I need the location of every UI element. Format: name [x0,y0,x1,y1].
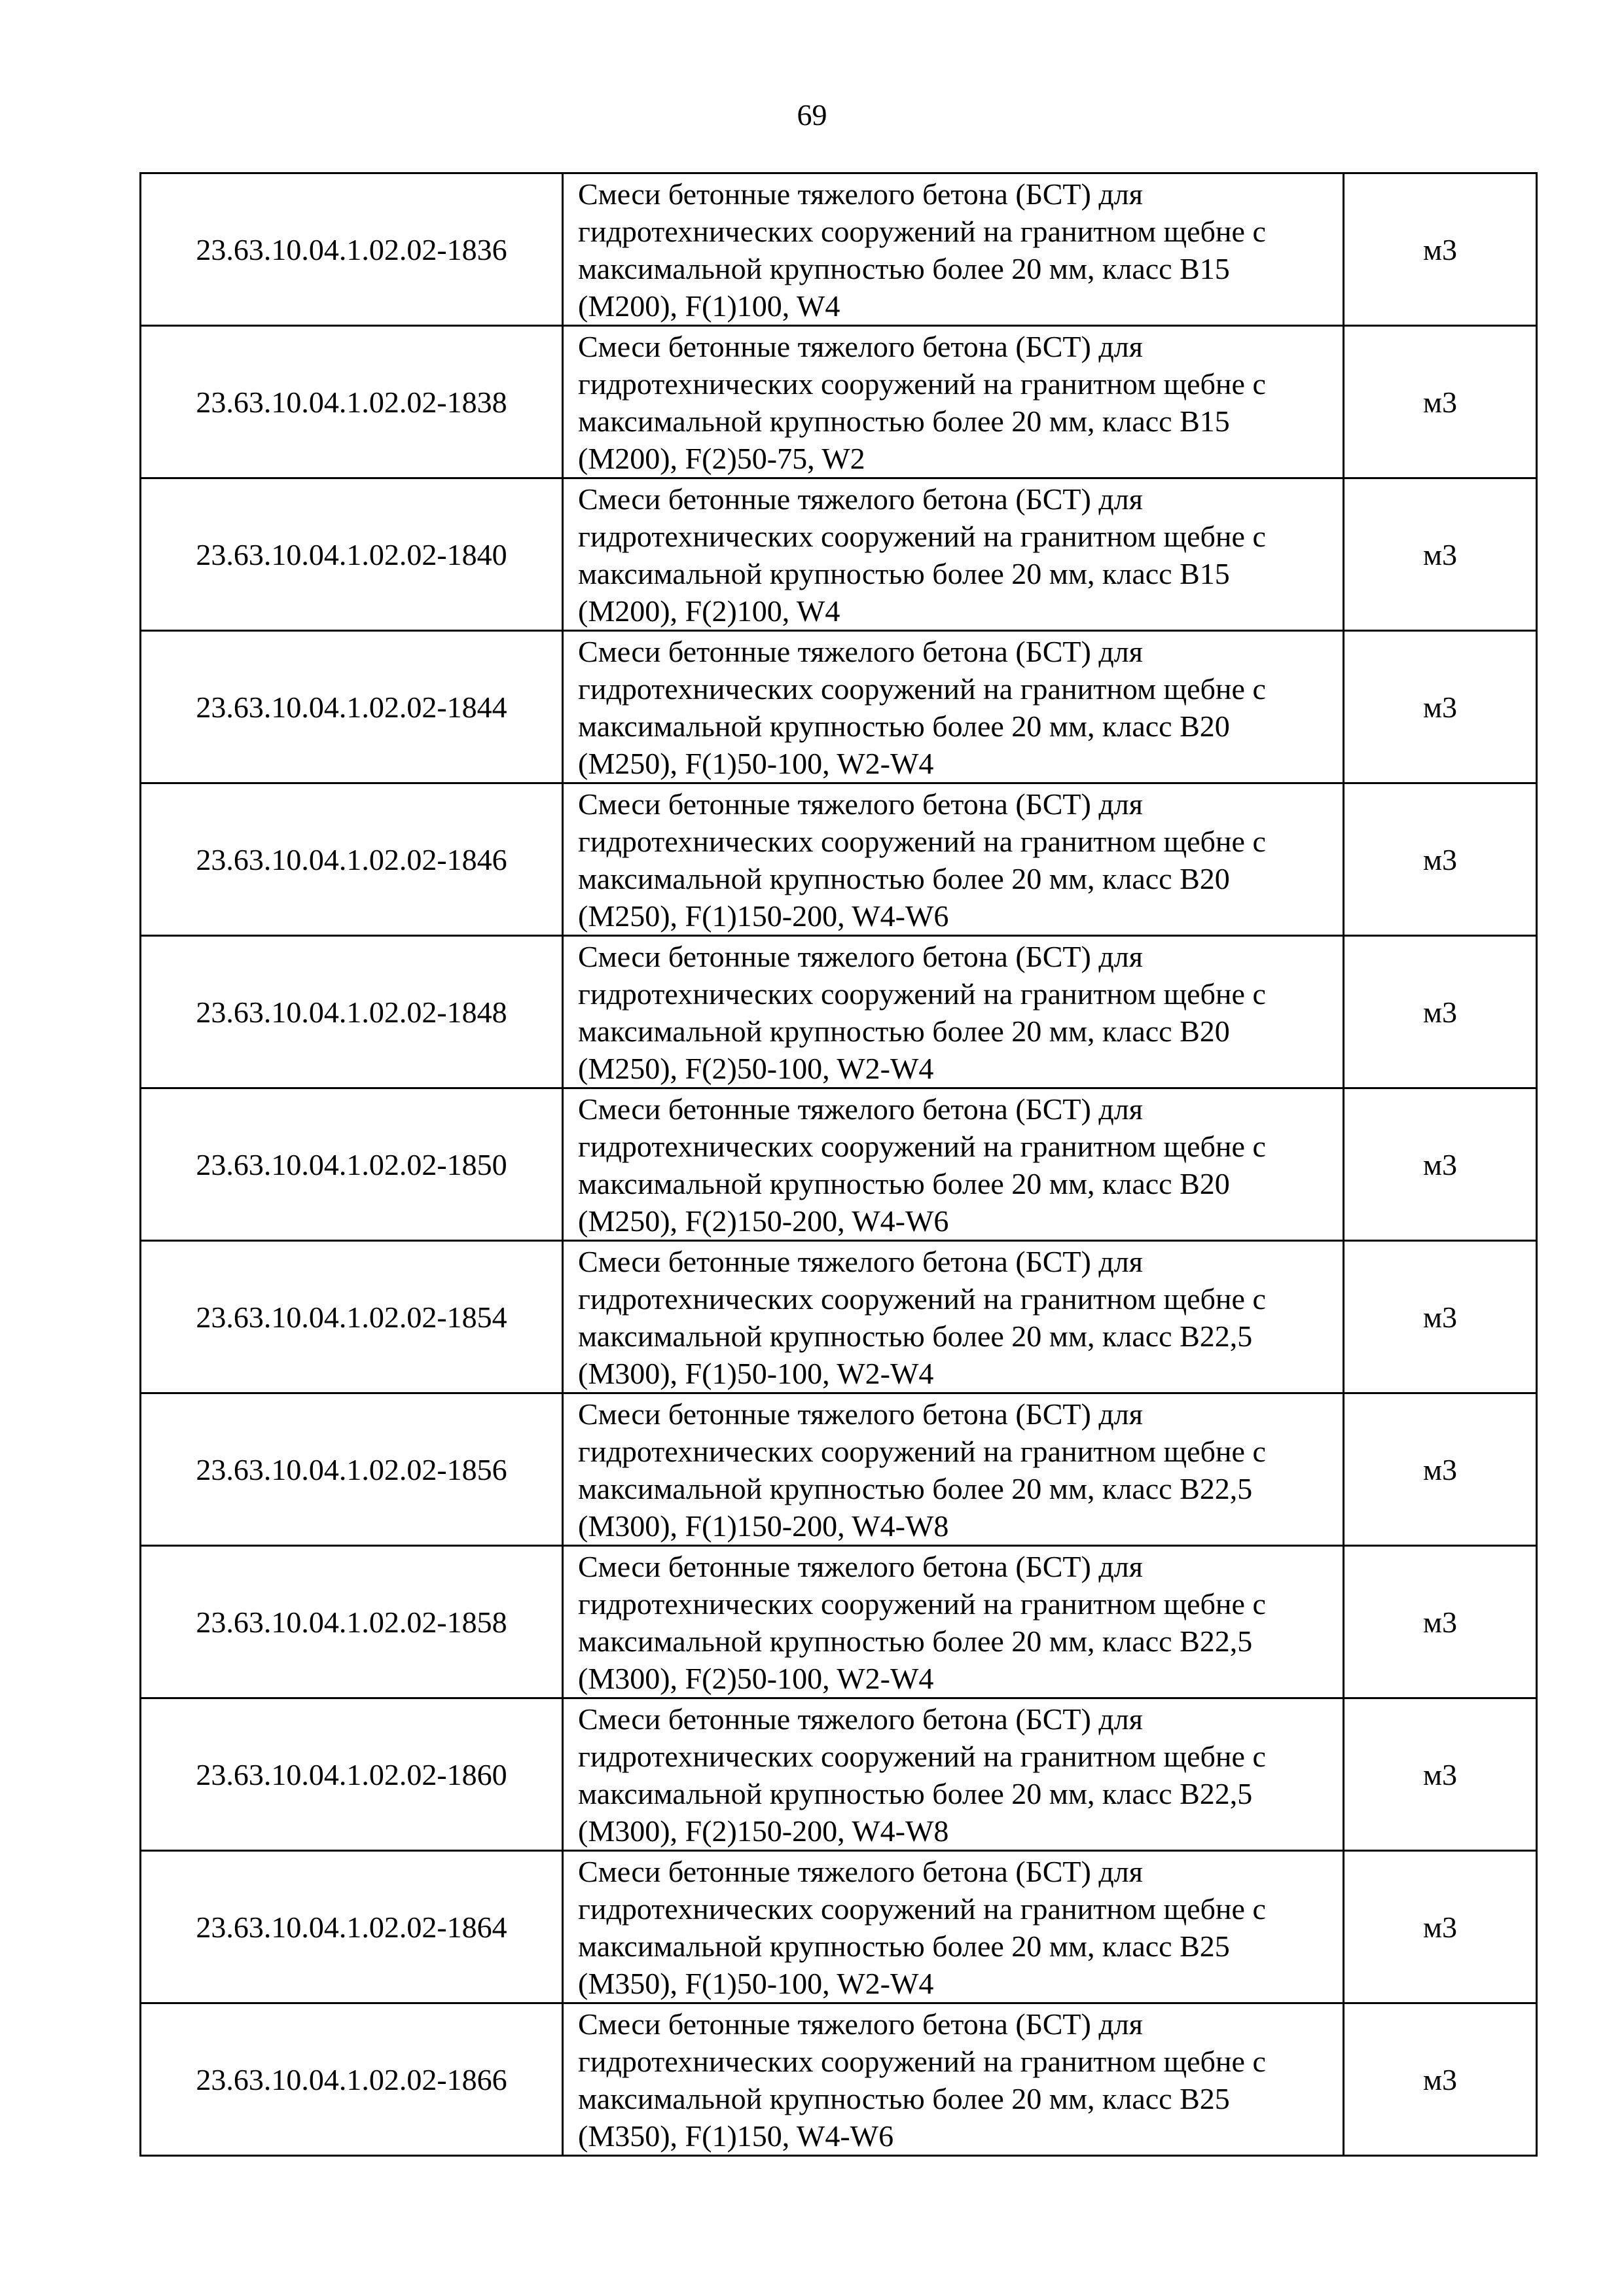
description-line: максимальной крупностью более 20 мм, класс В25 [578,2082,1230,2115]
description-line: максимальной крупностью более 20 мм, класс В15 [578,404,1230,438]
resource-description [563,783,1344,936]
description-line: максимальной крупностью более 20 мм, класс В15 [578,252,1230,285]
description-line: (М300), F(2)50-100, W2-W4 [578,1662,934,1695]
unit-of-measure: м3 [1344,2003,1537,2156]
table-row [141,936,1537,1088]
table-row [141,1851,1537,2003]
unit-of-measure: м3 [1344,1088,1537,1241]
unit-of-measure: м3 [1344,326,1537,478]
description-line: Смеси бетонные тяжелого бетона (БСТ) для [578,2007,1143,2041]
resource-code: 23.63.10.04.1.02.02-1860 [141,1698,563,1851]
description-line: гидротехнических сооружений на гранитном щебне с [578,1282,1266,1316]
resource-code: 23.63.10.04.1.02.02-1854 [141,1241,563,1393]
table-row [141,1393,1537,1546]
unit-of-measure: м3 [1344,478,1537,631]
table-row [141,631,1537,783]
description-line: (М250), F(2)150-200, W4-W6 [578,1204,949,1238]
description-line: гидротехнических сооружений на гранитном щебне с [578,1587,1266,1621]
resource-description [563,326,1344,478]
table-row [141,478,1537,631]
resource-description [563,1241,1344,1393]
description-line: гидротехнических сооружений на гранитном щебне с [578,215,1266,248]
table-row [141,173,1537,326]
resource-description [563,173,1344,326]
table-row [141,326,1537,478]
resource-description [563,1088,1344,1241]
description-line: гидротехнических сооружений на гранитном щебне с [578,672,1266,706]
unit-of-measure: м3 [1344,783,1537,936]
resource-description [563,1851,1344,2003]
resource-code: 23.63.10.04.1.02.02-1836 [141,173,563,326]
description-line: Смеси бетонные тяжелого бетона (БСТ) для [578,1245,1143,1278]
table-row [141,2003,1537,2156]
description-line: гидротехнических сооружений на гранитном щебне с [578,1435,1266,1468]
resource-code: 23.63.10.04.1.02.02-1848 [141,936,563,1088]
table-row [141,1088,1537,1241]
resource-description [563,1546,1344,1698]
description-line: Смеси бетонные тяжелого бетона (БСТ) для [578,1855,1143,1888]
description-line: Смеси бетонные тяжелого бетона (БСТ) для [578,330,1143,363]
table-row [141,783,1537,936]
description-line: (М200), F(1)100, W4 [578,289,840,323]
description-line: гидротехнических сооружений на гранитном щебне с [578,520,1266,553]
resource-code: 23.63.10.04.1.02.02-1858 [141,1546,563,1698]
unit-of-measure: м3 [1344,173,1537,326]
description-line: (М350), F(1)50-100, W2-W4 [578,1967,934,2000]
table-row [141,1698,1537,1851]
description-line: максимальной крупностью более 20 мм, класс В20 [578,862,1230,895]
description-line: гидротехнических сооружений на гранитном щебне с [578,367,1266,401]
table-body [141,173,1537,2156]
description-line: максимальной крупностью более 20 мм, класс В20 [578,709,1230,743]
resource-table [139,172,1538,2157]
resource-description [563,1698,1344,1851]
description-line: Смеси бетонные тяжелого бетона (БСТ) для [578,635,1143,668]
description-line: гидротехнических сооружений на гранитном щебне с [578,1740,1266,1773]
unit-of-measure: м3 [1344,1393,1537,1546]
resource-description [563,2003,1344,2156]
description-line: максимальной крупностью более 20 мм, класс В22,5 [578,1319,1253,1353]
unit-of-measure: м3 [1344,1241,1537,1393]
unit-of-measure: м3 [1344,1698,1537,1851]
description-line: (М250), F(2)50-100, W2-W4 [578,1052,934,1085]
description-line: гидротехнических сооружений на гранитном щебне с [578,1130,1266,1163]
unit-of-measure: м3 [1344,1851,1537,2003]
description-line: максимальной крупностью более 20 мм, класс В22,5 [578,1624,1253,1658]
description-line: Смеси бетонные тяжелого бетона (БСТ) для [578,1092,1143,1126]
page-number: 69 [797,98,827,132]
description-line: максимальной крупностью более 20 мм, класс В25 [578,1929,1230,1963]
description-line: Смеси бетонные тяжелого бетона (БСТ) для [578,1702,1143,1736]
description-line: Смеси бетонные тяжелого бетона (БСТ) для [578,787,1143,821]
resource-code: 23.63.10.04.1.02.02-1838 [141,326,563,478]
description-line: (М200), F(2)50-75, W2 [578,442,865,475]
table-row [141,1546,1537,1698]
resource-code: 23.63.10.04.1.02.02-1866 [141,2003,563,2156]
description-line: (М300), F(2)150-200, W4-W8 [578,1814,949,1848]
resource-description [563,936,1344,1088]
description-line: Смеси бетонные тяжелого бетона (БСТ) для [578,940,1143,973]
description-line: максимальной крупностью более 20 мм, класс В22,5 [578,1777,1253,1810]
description-line: (М250), F(1)50-100, W2-W4 [578,747,934,780]
description-line: максимальной крупностью более 20 мм, класс В15 [578,557,1230,590]
description-line: Смеси бетонные тяжелого бетона (БСТ) для [578,177,1143,211]
resource-code: 23.63.10.04.1.02.02-1850 [141,1088,563,1241]
description-line: гидротехнических сооружений на гранитном щебне с [578,825,1266,858]
description-line: Смеси бетонные тяжелого бетона (БСТ) для [578,482,1143,516]
description-line: гидротехнических сооружений на гранитном щебне с [578,2045,1266,2078]
resource-description [563,631,1344,783]
unit-of-measure: м3 [1344,1546,1537,1698]
description-line: максимальной крупностью более 20 мм, класс В20 [578,1167,1230,1200]
description-line: Смеси бетонные тяжелого бетона (БСТ) для [578,1397,1143,1431]
description-line: (М250), F(1)150-200, W4-W6 [578,899,949,933]
unit-of-measure: м3 [1344,631,1537,783]
resource-code: 23.63.10.04.1.02.02-1846 [141,783,563,936]
description-line: (М350), F(1)150, W4-W6 [578,2119,894,2153]
description-line: (М300), F(1)150-200, W4-W8 [578,1509,949,1543]
description-line: максимальной крупностью более 20 мм, класс В20 [578,1014,1230,1048]
description-line: Смеси бетонные тяжелого бетона (БСТ) для [578,1550,1143,1583]
resource-code: 23.63.10.04.1.02.02-1840 [141,478,563,631]
description-line: гидротехнических сооружений на гранитном щебне с [578,977,1266,1011]
resource-code: 23.63.10.04.1.02.02-1856 [141,1393,563,1546]
description-line: (М300), F(1)50-100, W2-W4 [578,1357,934,1390]
resource-code: 23.63.10.04.1.02.02-1864 [141,1851,563,2003]
resource-description [563,1393,1344,1546]
unit-of-measure: м3 [1344,936,1537,1088]
description-line: гидротехнических сооружений на гранитном щебне с [578,1892,1266,1926]
description-line: максимальной крупностью более 20 мм, класс В22,5 [578,1472,1253,1505]
resource-code: 23.63.10.04.1.02.02-1844 [141,631,563,783]
description-line: (М200), F(2)100, W4 [578,594,840,628]
table-row [141,1241,1537,1393]
resource-description [563,478,1344,631]
